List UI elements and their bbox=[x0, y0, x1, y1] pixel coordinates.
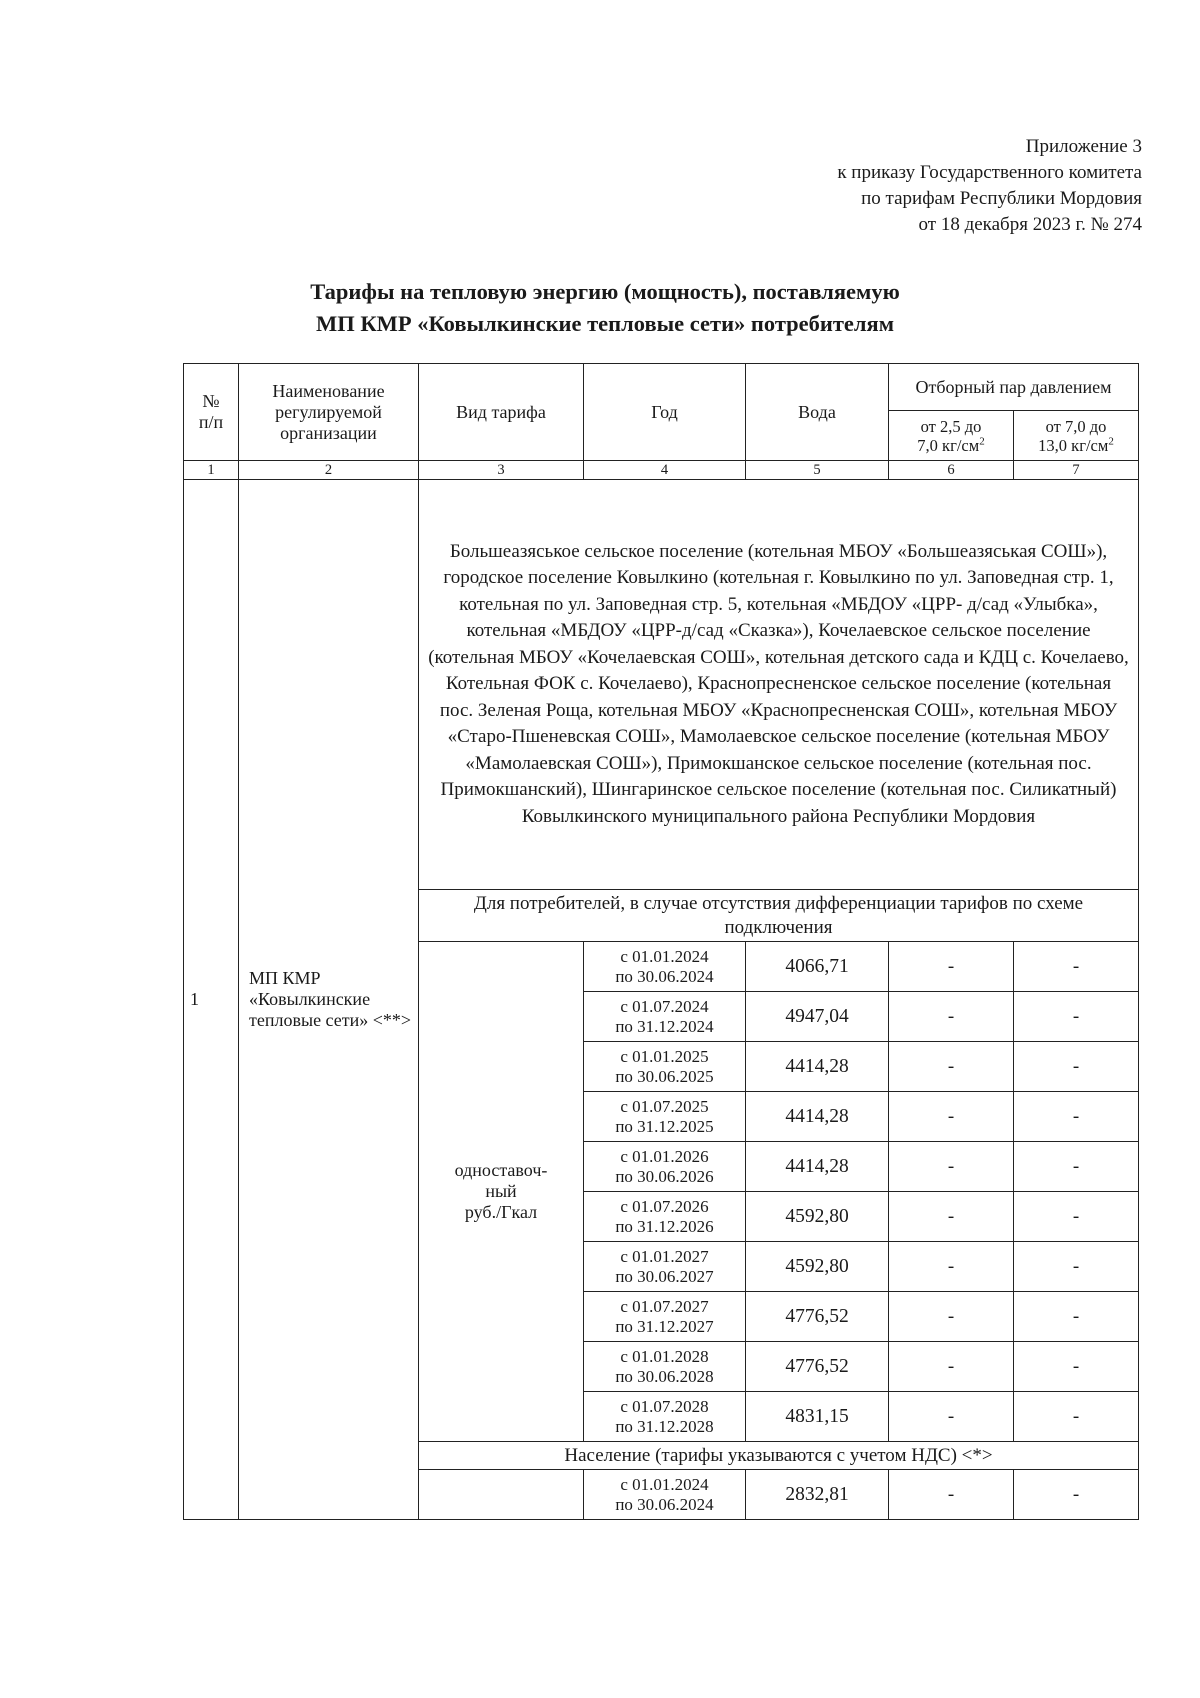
steam-high-tariff: - bbox=[1014, 1470, 1139, 1520]
period-from: с 01.01.2027 bbox=[620, 1246, 709, 1266]
header-water: Вода bbox=[746, 364, 889, 461]
steam-low-tariff: - bbox=[889, 942, 1014, 992]
appendix-line: к приказу Государственного комитета bbox=[837, 162, 1142, 183]
period-cell bbox=[584, 1142, 746, 1192]
column-number: 2 bbox=[239, 461, 419, 480]
organization-name: МП КМР «Ковылкинские тепловые сети» <**> bbox=[239, 480, 419, 1520]
steam-high-tariff: - bbox=[1014, 992, 1139, 1042]
description-row bbox=[184, 480, 1139, 890]
period-from: с 01.07.2027 bbox=[620, 1296, 709, 1316]
period-to: по 30.06.2025 bbox=[615, 1066, 714, 1086]
header-steam-high-a: от 7,0 до bbox=[1045, 416, 1107, 436]
column-number-row bbox=[184, 461, 1139, 480]
appendix-note bbox=[582, 134, 1142, 238]
period-cell bbox=[584, 942, 746, 992]
appendix-line: от 18 декабря 2023 г. № 274 bbox=[918, 214, 1142, 235]
steam-high-tariff: - bbox=[1014, 942, 1139, 992]
period-to: по 30.06.2027 bbox=[615, 1266, 714, 1286]
period-cell bbox=[584, 1192, 746, 1242]
water-tariff: 4414,28 bbox=[746, 1142, 889, 1192]
period-cell bbox=[584, 1242, 746, 1292]
water-tariff: 4592,80 bbox=[746, 1192, 889, 1242]
header-number-abbr: п/п bbox=[198, 412, 224, 432]
header-steam-high bbox=[1014, 411, 1139, 461]
steam-low-tariff: - bbox=[889, 1342, 1014, 1392]
period-from: с 01.01.2024 bbox=[620, 946, 709, 966]
water-tariff: 4947,04 bbox=[746, 992, 889, 1042]
period-from: с 01.07.2026 bbox=[620, 1196, 709, 1216]
steam-low-tariff: - bbox=[889, 1192, 1014, 1242]
column-number: 4 bbox=[584, 461, 746, 480]
steam-low-tariff: - bbox=[889, 1092, 1014, 1142]
steam-low-tariff: - bbox=[889, 1142, 1014, 1192]
steam-low-tariff: - bbox=[889, 992, 1014, 1042]
period-from: с 01.07.2024 bbox=[620, 996, 709, 1016]
steam-high-tariff: - bbox=[1014, 1292, 1139, 1342]
steam-high-tariff: - bbox=[1014, 1192, 1139, 1242]
period-cell bbox=[584, 1292, 746, 1342]
water-tariff: 4414,28 bbox=[746, 1042, 889, 1092]
period-to: по 31.12.2024 bbox=[615, 1016, 714, 1036]
water-tariff: 4592,80 bbox=[746, 1242, 889, 1292]
period-to: по 30.06.2028 bbox=[615, 1366, 714, 1386]
area-description: Большеазяськое сельское поселение (котельная МБОУ «Большеазяськая СОШ»), городское поселение Ковылкино (котельная г. Ковылкино по ул. Заповедная стр. 1, котельная по ул. Заповедная стр. 5, котельная «МБДОУ «ЦРР- д/сад «Улыбка», котельная «МБДОУ «ЦРР-д/сад «Сказка»), Кочелаевское сельское поселение (котельная МБОУ «Кочелаевская СОШ», котельная детского сада и КДЦ с. Кочелаево, Котельная ФОК с. Кочелаево), Краснопресненское сельское поселение (котельная пос. Зеленая Роща, котельная МБОУ «Краснопресненская СОШ», котельная МБОУ «Старо-Пшеневская СОШ», Мамолаевское сельское поселение (котельная МБОУ «Мамолаевская СОШ»), Примокшанское сельское поселение (котельная пос. Примокшанский), Шингаринское сельское поселение (котельная пос. Силикатный) Ковылкинского муниципального района Республики Мордовия bbox=[419, 480, 1139, 890]
period-from: с 01.07.2025 bbox=[620, 1096, 709, 1116]
tariff-kind-line: одноставоч- bbox=[454, 1160, 548, 1180]
steam-high-tariff: - bbox=[1014, 1142, 1139, 1192]
period-to: по 30.06.2024 bbox=[615, 966, 714, 986]
water-tariff: 4776,52 bbox=[746, 1342, 889, 1392]
header-organization: Наименование регулируемой организации bbox=[239, 364, 419, 461]
header-steam-low-b: 7,0 $кг/см^2$ bbox=[917, 435, 985, 455]
steam-high-tariff: - bbox=[1014, 1092, 1139, 1142]
section-title-consumers: Для потребителей, в случае отсутствия дифференциации тарифов по схеме подключения bbox=[419, 890, 1139, 942]
period-cell bbox=[584, 1342, 746, 1392]
header-tariff-type: Вид тарифа bbox=[419, 364, 584, 461]
column-number: 3 bbox=[419, 461, 584, 480]
tariff-kind-line: ный bbox=[485, 1181, 517, 1201]
steam-low-tariff: - bbox=[889, 1470, 1014, 1520]
header-steam-low-a: от 2,5 до bbox=[920, 416, 982, 436]
period-to: по 31.12.2027 bbox=[615, 1316, 714, 1336]
water-tariff: 2832,81 bbox=[746, 1470, 889, 1520]
column-number: 1 bbox=[184, 461, 239, 480]
header-number-symbol: № bbox=[202, 391, 220, 411]
column-number: 6 bbox=[889, 461, 1014, 480]
header-steam-low bbox=[889, 411, 1014, 461]
period-cell bbox=[584, 1042, 746, 1092]
section-title-population: Население (тарифы указываются с учетом НДС) <*> bbox=[419, 1442, 1139, 1470]
steam-high-tariff: - bbox=[1014, 1042, 1139, 1092]
steam-high-tariff: - bbox=[1014, 1242, 1139, 1292]
steam-low-tariff: - bbox=[889, 1242, 1014, 1292]
period-cell bbox=[584, 1392, 746, 1442]
steam-low-tariff: - bbox=[889, 1292, 1014, 1342]
column-number: 5 bbox=[746, 461, 889, 480]
document-title bbox=[180, 276, 1030, 340]
header-row bbox=[184, 364, 1139, 411]
water-tariff: 4776,52 bbox=[746, 1292, 889, 1342]
tariff-kind bbox=[419, 942, 584, 1442]
period-cell bbox=[584, 992, 746, 1042]
tariff-kind-empty bbox=[419, 1470, 584, 1520]
period-cell bbox=[584, 1092, 746, 1142]
title-line: МП КМР «Ковылкинские тепловые сети» потребителям bbox=[315, 311, 895, 336]
period-to: по 31.12.2028 bbox=[615, 1416, 714, 1436]
steam-high-tariff: - bbox=[1014, 1392, 1139, 1442]
period-to: по 30.06.2026 bbox=[615, 1166, 714, 1186]
steam-high-tariff: - bbox=[1014, 1342, 1139, 1392]
tariff-kind-line: руб./Гкал bbox=[464, 1202, 538, 1222]
row-number: 1 bbox=[184, 480, 239, 1520]
header-steam: Отборный пар давлением bbox=[889, 364, 1139, 411]
header-steam-high-b: 13,0 $кг/см^2$ bbox=[1038, 435, 1114, 455]
appendix-line: по тарифам Республики Мордовия bbox=[861, 188, 1142, 209]
appendix-line: Приложение 3 bbox=[1025, 136, 1142, 157]
period-to: по 30.06.2024 bbox=[615, 1494, 714, 1514]
water-tariff: 4066,71 bbox=[746, 942, 889, 992]
period-from: с 01.01.2026 bbox=[620, 1146, 709, 1166]
period-to: по 31.12.2025 bbox=[615, 1116, 714, 1136]
period-from: с 01.01.2024 bbox=[620, 1474, 709, 1494]
title-line: Тарифы на тепловую энергию (мощность), поставляемую bbox=[310, 279, 900, 304]
period-from: с 01.01.2025 bbox=[620, 1046, 709, 1066]
steam-low-tariff: - bbox=[889, 1042, 1014, 1092]
tariff-table bbox=[183, 363, 1139, 1520]
period-from: с 01.07.2028 bbox=[620, 1396, 709, 1416]
steam-low-tariff: - bbox=[889, 1392, 1014, 1442]
water-tariff: 4831,15 bbox=[746, 1392, 889, 1442]
period-to: по 31.12.2026 bbox=[615, 1216, 714, 1236]
column-number: 7 bbox=[1014, 461, 1139, 480]
period-cell bbox=[584, 1470, 746, 1520]
water-tariff: 4414,28 bbox=[746, 1092, 889, 1142]
header-year: Год bbox=[584, 364, 746, 461]
header-number bbox=[184, 364, 239, 461]
period-from: с 01.01.2028 bbox=[620, 1346, 709, 1366]
